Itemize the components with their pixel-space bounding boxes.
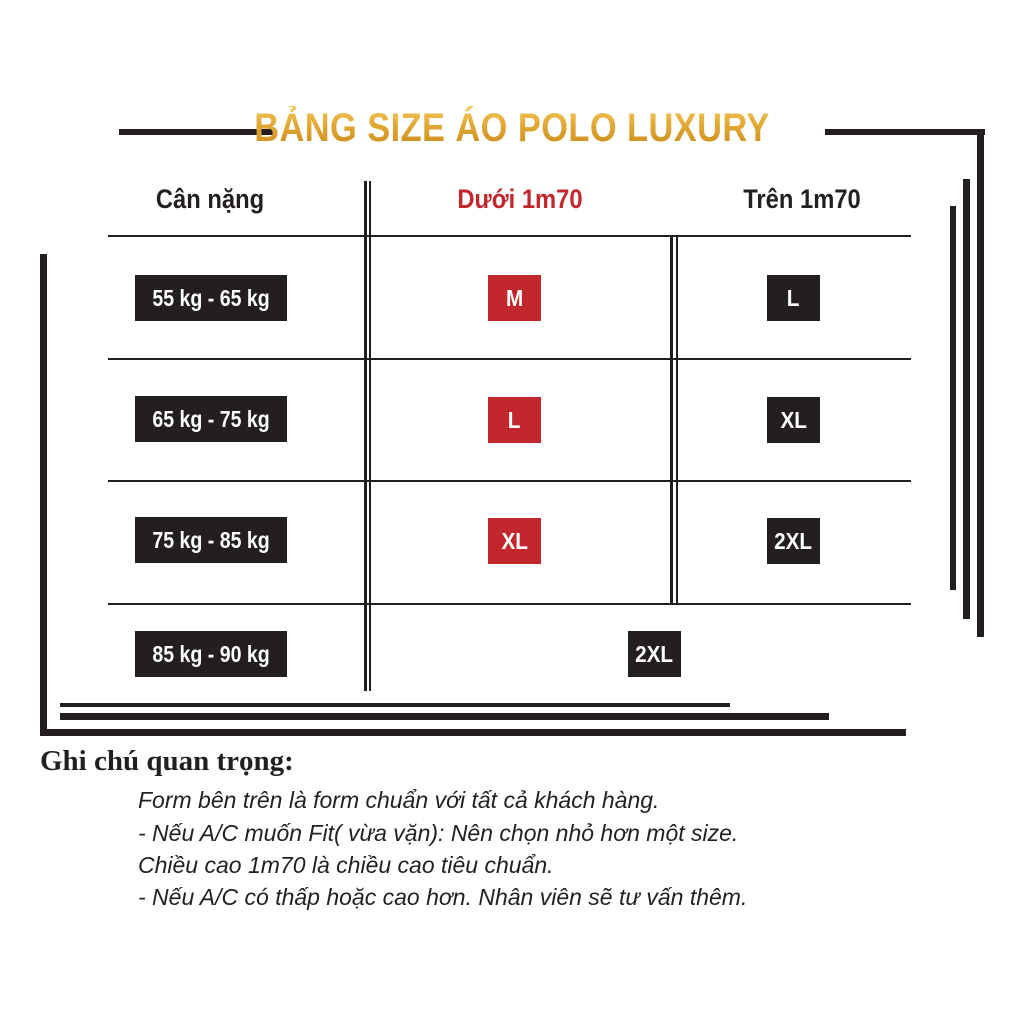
weight-label: 65 kg - 75 kg	[152, 405, 270, 432]
table-divider-col-a	[670, 236, 673, 604]
weight-cell	[135, 517, 287, 563]
size-under-cell	[488, 397, 541, 443]
notes-title: Ghi chú quan trọng:	[40, 745, 294, 777]
weight-label: 55 kg - 65 kg	[152, 284, 270, 311]
table-row-line	[108, 480, 911, 482]
table-divider-col-b	[676, 236, 678, 604]
header-over-1m70: Trên 1m70	[743, 184, 861, 214]
size-under-cell	[488, 275, 541, 321]
table-divider-main-b	[369, 181, 371, 691]
size-label: 2XL	[635, 640, 674, 667]
table-divider-main-a	[364, 181, 367, 691]
frame-left-vertical	[40, 254, 47, 736]
header-weight: Cân nặng	[155, 184, 265, 214]
table-row-line	[108, 235, 911, 237]
size-label: L	[508, 406, 521, 433]
frame-bottom-inner	[60, 703, 730, 707]
size-label: XL	[780, 406, 807, 433]
note-line: - Nếu A/C muốn Fit( vừa vặn): Nên chọn nhỏ hơn một size.	[138, 820, 739, 846]
weight-cell	[135, 631, 287, 677]
size-over-cell	[767, 518, 820, 564]
weight-label: 75 kg - 85 kg	[152, 526, 270, 553]
size-label: M	[505, 284, 524, 311]
frame-right-mid	[963, 179, 970, 619]
weight-cell	[135, 275, 287, 321]
frame-right-inner	[950, 206, 956, 590]
header-under-1m70: Dưới 1m70	[457, 184, 583, 214]
size-label: XL	[501, 527, 528, 554]
size-under-cell	[488, 518, 541, 564]
size-label: 2XL	[774, 527, 813, 554]
size-over-cell	[767, 275, 820, 321]
size-label: L	[787, 284, 800, 311]
note-line: - Nếu A/C có thấp hoặc cao hơn. Nhân viên sẽ tư vấn thêm.	[138, 884, 748, 910]
frame-bottom-outer	[40, 729, 906, 736]
frame-right-outer	[977, 129, 984, 637]
size-merged-cell	[628, 631, 681, 677]
table-row-line	[108, 358, 911, 360]
frame-bottom-mid	[60, 713, 829, 720]
size-over-cell	[767, 397, 820, 443]
note-line: Chiều cao 1m70 là chiều cao tiêu chuẩn.	[138, 852, 554, 878]
weight-cell	[135, 396, 287, 442]
table-row-line	[108, 603, 911, 605]
note-line: Form bên trên là form chuẩn với tất cả khách hàng.	[138, 787, 660, 813]
weight-label: 85 kg - 90 kg	[152, 640, 270, 667]
chart-title: BẢNG SIZE ÁO POLO LUXURY	[72, 106, 953, 151]
